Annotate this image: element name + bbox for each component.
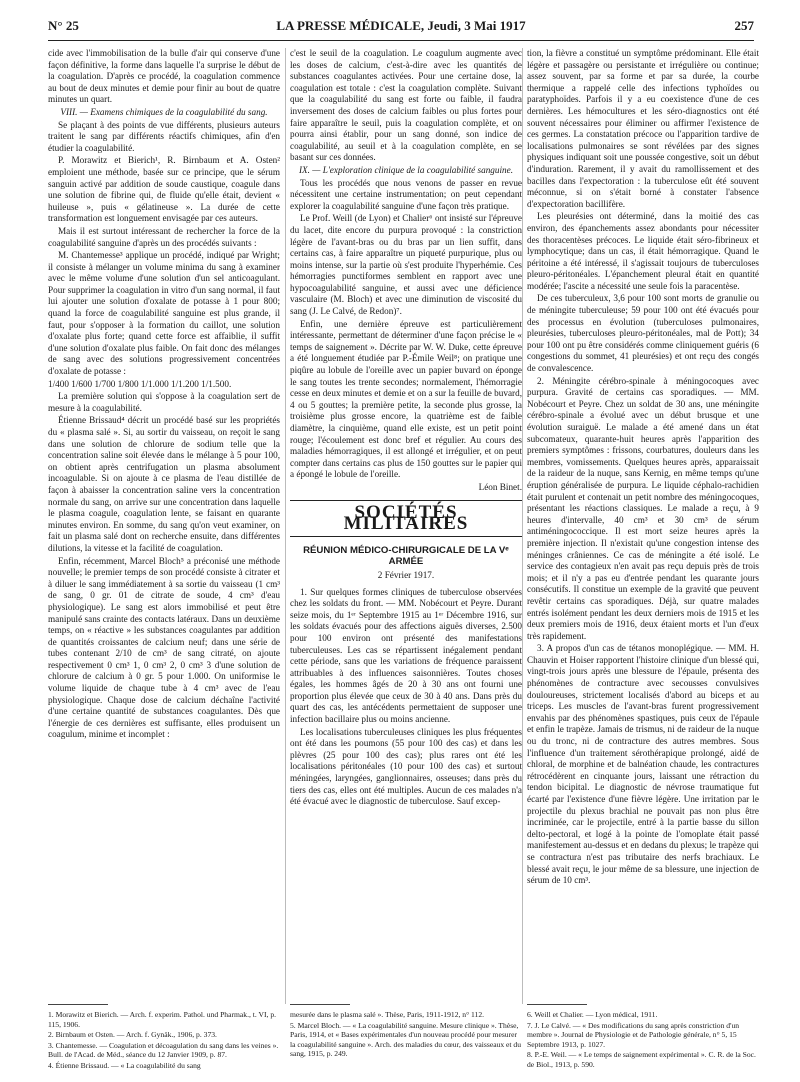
- section-heading: IX. — L'exploration clinique de la coagulabilité sanguine.: [298, 164, 513, 175]
- column-divider: [285, 48, 286, 1004]
- column-divider: [522, 48, 523, 1004]
- footnote-rule: [290, 1004, 350, 1005]
- footnote-rule: [48, 1004, 108, 1005]
- footnote: mesurée dans le plasma salé ». Thèse, Paris, 1911-1912, n° 112.: [290, 1010, 485, 1019]
- footnote-rule: [527, 1004, 587, 1005]
- section-heading: VIII. — Examens chimiques de la coagulabilité du sang.: [60, 106, 268, 117]
- footnotes-column-3: [527, 1010, 759, 1071]
- footnote: 8. P.-E. Weil. — « Le temps de saignement expérimental ». C. R. de la Soc. de Biol., 1913, p. 590.: [527, 1050, 756, 1069]
- column-3: [527, 48, 759, 888]
- paragraph: Les pleurésies ont déterminé, dans la moitié des cas environ, des épanchements assez abondants pour nécessiter des thoracentèses précoces. Le liquide était séro-fibrineux et lymphocytique; dans un cas, il était hémorragique. Quand le péritoine a été intéressé, il s'agissait toujours de tuberculoses pleuro-péritonéales. L'épanchement pleural était en quantité modérée; l'ascite a nécessité une seule fois la paracentèse.: [527, 211, 759, 291]
- footnote: 5. Marcel Bloch. — « La coagulabilité sanguine. Mesure clinique ». Thèse, Paris, 1914, et « Bases expérimentales d'un nouveau procédé pour mesurer la coagulabilité sanguine ». Arch. des maladies du cœur, des vaisseaux et du sang, 1915, p. 249.: [290, 1020, 522, 1059]
- paragraph: Le Prof. Weill (de Lyon) et Chalier⁶ ont insisté sur l'épreuve du lacet, dite encore du purpura provoqué : la constriction légère de l'avant-bras ou du bras par un lien suffit, dans certains cas, à faire apparaître un piqueté purpurique, plus ou moins intense, sur la partie où s'est produite l'hyperhémie. Ces hémorragies punctiformes semblent en rapport avec une hypocoagulabilité sanguine, et aussi avec une déficience vasculaire (M. Bloch) et avec une diminution de viscosité du sang (J. Le Calvé, de Redon)⁷.: [290, 213, 522, 317]
- footnote: 4. Étienne Brissaud. — « La coagulabilité du sang: [48, 1060, 201, 1070]
- paragraph: 3. A propos d'un cas de tétanos monoplégique. — MM. H. Chauvin et Hoiser rapportent l'histoire clinique d'un blessé qui, vingt-trois jours après une blessure de l'épaule, présenta des phénomènes de contracture avec secousses convulsives douloureuses, strictement localisés d'abord au biceps et au triceps. Les muscles de l'avant-bras furent progressivement envahis par des phénomènes spastiques, puis ceux de l'épaule et enfin le trapèze. Jamais de trismus, ni de raideur de la nuque ou du tronc, ni de contracture des autres membres. Sous l'influence d'un traitement sérothérapique prolongé, aidé de chloral, de morphine et de balnéation chaude, les contractures rétrocédèrent en cinquante jours, laissant une rétraction du tendon bicipital. Le diagnostic de névrose traumatique fut écarté par l'existence d'une fièvre légère. Une irritation par le projectile du plexus brachial ne pouvait pas non plus être incriminée, car le projectile, entré à la partie basse du sillon delto-pectoral, et logé à la pointe de l'omoplate était passé manifestement au-dessus et en dedans du plexus; le trapèze qui se contractura n'est pas tributaire des nerfs brachiaux. Le blessé avait reçu, le jour même de sa blessure, une injection de sérum de 10 cm³.: [527, 643, 759, 886]
- footnote: 1. Morawitz et Bierich. — Arch. f. experim. Pathol. und Pharmak., t. VI, p. 115, 1906.: [48, 1010, 277, 1029]
- issue-number: N° 25: [48, 18, 79, 33]
- footnote: 6. Weill et Chalier. — Lyon médical, 1911.: [527, 1010, 658, 1019]
- paragraph: 1. Sur quelques formes cliniques de tuberculose observées chez les soldats du front. — MM. Nobécourt et Peyre. Durant seize mois, du 1ᵉʳ Septembre 1915 au 1ᵉʳ Décembre 1916, sur les soldats évacués pour des affections aiguës diverses, 2.500 pour 100 environ ont présenté des manifestations tuberculeuses. Les cas se répartissent inégalement pendant cette période, sans que les variations de fréquence paraissent attribuables à des influences saisonnières. Toutes choses égales, les hommes âgés de 20 à 30 ans ont fourni une proportion plus élevée que ceux de 30 à 40 ans. Dans près du quart des cas, les antécédents permettaient de supposer une infection bacillaire plus ou moins ancienne.: [290, 586, 522, 725]
- running-header: [48, 18, 754, 38]
- footnote: 2. Birnbaum et Osten. — Arch. f. Gynäk., 1906, p. 373.: [48, 1030, 217, 1040]
- footnotes-column-2: [290, 1010, 522, 1060]
- page-number: 257: [734, 18, 754, 33]
- paragraph: Mais il est surtout intéressant de rechercher la force de la coagulabilité sanguine d'après un des procédés suivants :: [48, 225, 280, 248]
- ratio-list: 1/400 1/600 1/700 1/800 1/1.000 1/1.200 1/1.500.: [48, 378, 232, 389]
- paragraph: Enfin, récemment, Marcel Bloch⁵ a préconisé une méthode nouvelle; le premier temps de son procédé consiste à citrater et à diluer le sang immédiatement à sa sortie du vaisseau (1 cm³ de sang, 0 gr. 01 de citrate de soude, 4 cm³ d'eau physiologique). Le sang est alors immobilisé et peut être manipulé sans crainte des contacts latéraux. Dans un deuxième temps, on « réactive » les substances coagulantes par addition de quantités croissantes de calcium neuf; dans une série de tubes contenant 2/10 de cm³ de sang citraté, on ajoute respectivement 0 cm³ 1, 0 cm³ 2, 0 cm³ 3 d'une solution de chlorure de calcium à 0 gr. 5 pour 1.000. On uniformise le volume liquide de chaque tube à 4 cm³ avec de l'eau physiologique. Chaque dose de calcium déchaîne l'activité d'une certaine quantité de substances coagulantes. Dès que l'énergie de ces dernières est suffisante, elles produisent un coagulum, minime et incomplet :: [48, 555, 280, 740]
- footnote: 7. J. Le Calvé. — « Des modifications du sang après constriction d'un membre ». Journal de Physiologie et de Pathologie générale, n° 5, 15 Septembre 1913, p. 1027.: [527, 1020, 740, 1049]
- paragraph: M. Chantemesse³ applique un procédé, indiqué par Wright; il consiste à mélanger un volume minima du sang à examiner avec le même volume d'une solution d'un sel anticoagulant. Pour supprimer la coagulation in vitro d'un sang normal, il faut lui ajouter une solution d'oxalate de potasse à 1 pour 800; quand la force de coagulabilité sanguine est plus grande, il faut, pour s'opposer à la formation du caillot, une solution d'oxalate plus forte; quand cette force est affaiblie, il suffit d'une solution d'oxalate plus faible. On fait donc des mélanges de sang avec des solutions progressivement concentrées d'oxalate de potasse :: [48, 250, 280, 377]
- paragraph: tion, la fièvre a constitué un symptôme prédominant. Elle était légère et passagère ou persistante et irrégulière ou continue; assez souvent, par sa forme et par sa durée, la courbe thermique a rappelé celle des infections typhoïdes ou paratyphoïdes. Parfois il y a eu coexistence d'une de ces dernières. Les hémocultures et les séro-diagnostics ont été souvent nécessaires pour éliminer ou affirmer l'existence de ces germes. La constatation précoce ou l'apparition tardive de localisations pulmonaires se sont révélées par des signes physiques indiquant soit une poussée congestive, soit un début d'induration. Rarement, il y avait du ramollissement et des bacilles dans l'expectoration : la tuberculose eût été souvent méconnue, si on s'était borné à constater l'absence d'expectoration bacillifère.: [527, 48, 759, 209]
- footnotes-column-1: [48, 1010, 280, 1072]
- paragraph: De ces tuberculeux, 3,6 pour 100 sont morts de granulie ou de méningite tuberculeuse; 59 pour 100 ont été évacués pour des processus en évolution (tuberculoses pulmonaires, pleurésies, tuberculoses pleuro-péritonéales, mal de Pott); 34 pour 100 ont pu être considérés comme cliniquement guéris (6 congestions du sommet, 41 pleurésies) et ont reçu des congés de convalescence.: [527, 293, 759, 374]
- paragraph: Tous les procédés que nous venons de passer en revue nécessitent une certaine instrumentation; on peut cependant explorer la coagulabilité sanguine d'une façon très pratique.: [290, 177, 522, 211]
- header-rule: [48, 40, 754, 41]
- paragraph: Les localisations tuberculeuses cliniques les plus fréquentes ont été dans les poumons (55 pour 100 des cas) et dans les plèvres (25 pour 100 des cas); plus rares ont été les localisations péritonéales (10 pour 100 des cas) et surtout méningées, laryngées, ganglionnaires, osseuses; dans près du tiers des cas, elles ont été multiples. Aucun de ces malades n'a été évacué avec le diagnostic de tuberculose. Sauf excep-: [290, 726, 522, 807]
- footnote: 3. Chantemesse. — Coagulation et décoagulation du sang dans les veines ». Bull. de l'Acad. de Méd., séance du 12 Janvier 1909, p. 87.: [48, 1040, 279, 1060]
- paragraph: Étienne Brissaud⁴ décrit un procédé basé sur les propriétés du « plasma salé ». Si, au sortir du vaisseau, on reçoit le sang dans une solution de chlorure de sodium telle que la concentration saline soit élevée dans le mélange à 5 pour 100, on obtient après centrifugation un plasma absolument incoagulable. Si on ajoute à ce plasma de l'eau distillée de façon à abaisser la concentration saline vers la concentration normale du sang, on arrive sur une concentration dans laquelle le plasma coagule, coagulation lente, se faisant en quarante minutes environ. En somme, du sang qu'on veut examiner, on fait un plasma salé dont on recherche ensuite, dans différentes dilutions, la vitesse et la facilité de coagulation.: [48, 415, 280, 553]
- column-1: [48, 48, 280, 742]
- paragraph: Enfin, une dernière épreuve est particulièrement intéressante, permettant de déterminer d'une façon précise le « temps de saignement ». Décrite par W. W. Duke, cette épreuve a été longuement étudiée par P.-Émile Weil⁸; on pratique une piqûre au lobule de l'oreille avec un papier buvard on éponge le sang toutes les trente secondes; normalement, l'hémorragie cesse en deux minutes et demie et on a sur la feuille de buvard, 4 ou 5 gouttes; la première petite, la seconde plus grosse, la troisième plus grosse encore, la quatrième est de faible diamètre, la cinquième, quand elle existe, est un petit point rouge; l'écoulement est donc bref et régulier. Au cours des maladies hémorragiques, il est allongé et irrégulier, et on peut compter dans certains cas plus de 150 gouttes sur le papier qui a épongé le lobule de l'oreille.: [290, 318, 522, 480]
- paragraph: P. Morawitz et Bierich¹, R. Birnbaum et A. Osten² emploient une méthode, basée sur ce principe, que le sérum sanguin activé par addition de soude caustique, coagule dans une solution de fibrine qui, de fluide qu'elle était, devient « huileuse », puis « gélatineuse ». La durée de cette transformation est longuement envisagée par ces auteurs.: [48, 155, 280, 224]
- paragraph: 2. Méningite cérébro-spinale à méningocoques avec purpura. Gravité de certains cas sporadiques. — MM. Nobécourt et Peyre. Chez un soldat de 30 ans, une méningite cérébro-spinale a évolué avec un début brusque et une évolution suraiguë. Le malade a été amené dans un état subcomateux, quarante-huit heures après l'apparition des premiers symptômes : frissons, courbatures, douleurs dans les membres, vomissements. Quelques heures après, apparaissait de la raideur de la nuque, sans Kernig, en même temps qu'une éruption généralisée de purpura. Le liquide céphalo-rachidien était purulent et contenait un petit nombre des méningocoques, présentant les réactions classiques. Le malade a reçu, à 9 heures d'intervalle, 40 cm³ et 30 cm³ de sérum antiméningococcique. Il est mort seize heures après la première injection. Il n'existait qu'une congestion intense des méninges crâniennes. Ce cas de méningite a été isolé. Le service des contagieux n'en avait pas reçu depuis près de trois mois; et il n'y a pas eu d'entrée pendant les quarante jours consécutifs. Il constitue un exemple de la gravité que peuvent revêtir certains cas sporadiques. Déjà, sur quatre malades entrés isolément pendant les deux derniers mois de 1915 et les deux premiers mois de 1916, deux étaient morts et l'un d'eux très rapidement.: [527, 375, 759, 641]
- author-signature: Léon Binet.: [478, 481, 522, 492]
- meeting-date: 2 Février 1917.: [377, 569, 435, 580]
- section-title: SOCIÉTÉS MILITAIRES: [290, 500, 522, 537]
- journal-title: LA PRESSE MÉDICALE, Jeudi, 3 Mai 1917: [276, 18, 526, 33]
- meeting-heading: RÉUNION MÉDICO-CHIRURGICALE DE LA Vᵉ ARMÉE: [303, 544, 509, 568]
- column-2: [290, 48, 522, 809]
- paragraph: La première solution qui s'oppose à la coagulation sert de mesure à la coagulabilité.: [48, 391, 280, 413]
- paragraph: cide avec l'immobilisation de la bulle d'air qui conserve d'une façon définitive, la forme dans laquelle l'a surprise le début de la coagulation. D'après ce procédé, la coagulation commence au bout de deux minutes et demie pour finir au bout de quatre minutes un quart.: [48, 48, 280, 105]
- paragraph: c'est le seuil de la coagulation. Le coagulum augmente avec les doses de calcium, c'est-à-dire avec les quantités de substances coagulantes activées. Pour une certaine dose, la coagulation est totale : c'est la coagulation complète. Suivant que la coagulabilité du sang est forte ou faible, il faudra inversement des doses de calcium faibles ou plus fortes pour faire apparaître le seuil, puis la coagulation complète, et on pourra ainsi établir, pour un sang donné, son indice de coagulabilité, au seuil et à la coagulation complète, en se basant sur ces données.: [290, 48, 522, 163]
- paragraph: Se plaçant à des points de vue différents, plusieurs auteurs traitent le sang par différents réactifs chimiques, afin d'en étudier la coagulabilité.: [48, 119, 280, 153]
